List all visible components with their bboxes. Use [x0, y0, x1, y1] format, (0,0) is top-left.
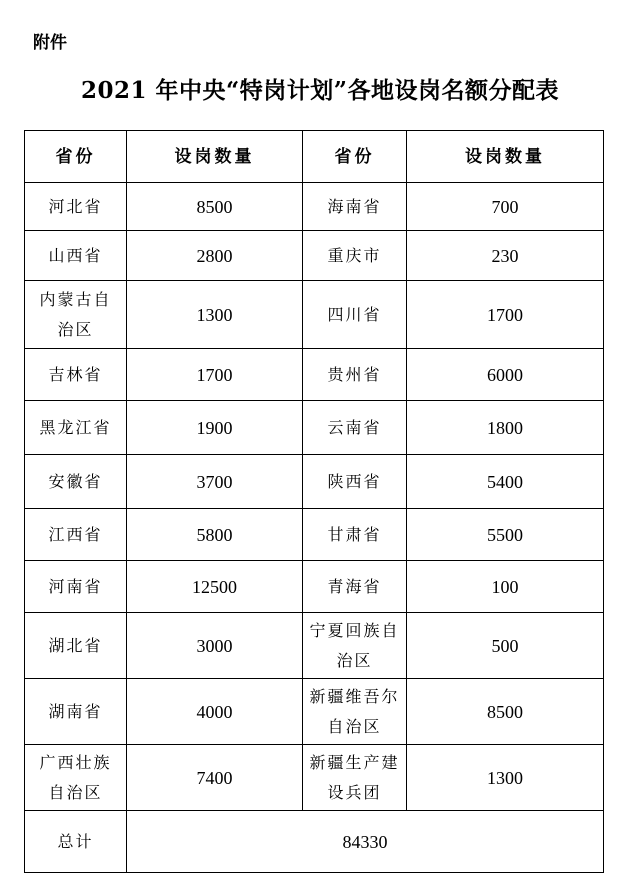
quota-cell: 7400 — [127, 745, 303, 811]
province-cell: 青海省 — [303, 561, 407, 613]
province-cell: 江西省 — [25, 509, 127, 561]
header-quota-1: 设岗数量 — [127, 131, 303, 183]
table-row — [25, 183, 604, 231]
quota-cell: 8500 — [127, 183, 303, 231]
table-row — [25, 455, 604, 509]
province-cell: 重庆市 — [303, 231, 407, 281]
province-cell: 新疆维吾尔自治区 — [303, 679, 407, 745]
province-cell: 河北省 — [25, 183, 127, 231]
quota-cell: 230 — [407, 231, 604, 281]
table-row — [25, 509, 604, 561]
quota-cell: 700 — [407, 183, 604, 231]
table-row — [25, 679, 604, 745]
quota-cell: 1900 — [127, 401, 303, 455]
province-cell: 新疆生产建设兵团 — [303, 745, 407, 811]
total-label: 总计 — [25, 811, 127, 873]
document-title: 2021 年中央“特岗计划”各地设岗名额分配表 — [81, 77, 559, 104]
quota-cell: 500 — [407, 613, 604, 679]
header-province-1: 省份 — [25, 131, 127, 183]
attachment-label: 附件 — [33, 33, 67, 53]
quota-cell: 5400 — [407, 455, 604, 509]
table-row — [25, 745, 604, 811]
quota-cell: 1700 — [127, 349, 303, 401]
quota-cell: 5800 — [127, 509, 303, 561]
province-cell: 陕西省 — [303, 455, 407, 509]
total-value: 84330 — [127, 811, 604, 873]
province-cell: 黑龙江省 — [25, 401, 127, 455]
table-row — [25, 613, 604, 679]
table-row — [25, 349, 604, 401]
table-row — [25, 281, 604, 349]
quota-cell: 1300 — [407, 745, 604, 811]
quota-cell: 5500 — [407, 509, 604, 561]
quota-cell: 12500 — [127, 561, 303, 613]
table-row — [25, 561, 604, 613]
quota-cell: 3000 — [127, 613, 303, 679]
quota-cell: 1800 — [407, 401, 604, 455]
quota-table — [24, 130, 604, 873]
province-cell: 四川省 — [303, 281, 407, 349]
province-cell: 云南省 — [303, 401, 407, 455]
province-cell: 内蒙古自治区 — [25, 281, 127, 349]
table-row — [25, 231, 604, 281]
quota-cell: 8500 — [407, 679, 604, 745]
total-row — [25, 811, 604, 873]
quota-cell: 3700 — [127, 455, 303, 509]
quota-cell: 2800 — [127, 231, 303, 281]
province-cell: 湖北省 — [25, 613, 127, 679]
header-province-2: 省份 — [303, 131, 407, 183]
province-cell: 河南省 — [25, 561, 127, 613]
province-cell: 甘肃省 — [303, 509, 407, 561]
quota-cell: 1700 — [407, 281, 604, 349]
header-quota-2: 设岗数量 — [407, 131, 604, 183]
province-cell: 湖南省 — [25, 679, 127, 745]
province-cell: 海南省 — [303, 183, 407, 231]
province-cell: 宁夏回族自治区 — [303, 613, 407, 679]
province-cell: 山西省 — [25, 231, 127, 281]
table-row — [25, 401, 604, 455]
province-cell: 吉林省 — [25, 349, 127, 401]
quota-cell: 6000 — [407, 349, 604, 401]
quota-cell: 1300 — [127, 281, 303, 349]
quota-cell: 100 — [407, 561, 604, 613]
header-row — [25, 131, 604, 183]
quota-cell: 4000 — [127, 679, 303, 745]
province-cell: 安徽省 — [25, 455, 127, 509]
province-cell: 广西壮族自治区 — [25, 745, 127, 811]
province-cell: 贵州省 — [303, 349, 407, 401]
